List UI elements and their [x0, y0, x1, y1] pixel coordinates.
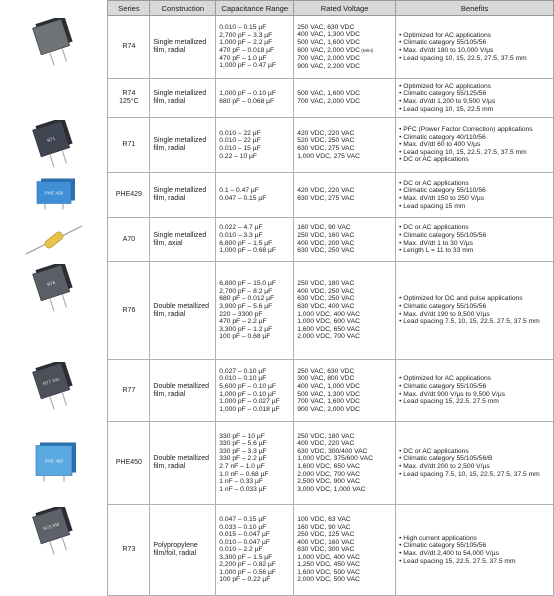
benefit-item: • Climatic category 55/110/56	[399, 187, 550, 195]
table-row	[0, 16, 554, 79]
voltage-rating: 420 VDC, 220 VAC	[297, 187, 355, 195]
capacitance-range: 0.010 – 2.2 µF	[219, 546, 263, 554]
capacitance-range: 0.010 – 0.047 µF	[219, 538, 270, 546]
series-name: R71	[122, 141, 136, 149]
capacitor-image-cell	[0, 262, 108, 360]
benefit-item: • Optimized for AC applications	[399, 375, 550, 383]
series-cell	[108, 422, 150, 505]
voltage-rating: 1,000 VDC, 275 VAC	[297, 152, 360, 160]
capacitance-cell	[216, 173, 294, 218]
construction-cell	[150, 118, 216, 173]
benefit-item: • Climatic category 55/105/56	[399, 383, 550, 391]
voltage-rating: 400 VDC, 160 VAC	[297, 538, 355, 546]
voltage-cell	[294, 218, 396, 262]
series-name: PHE450	[115, 459, 142, 467]
capacitance-range: 2,200 pF – 0.82 µF	[219, 561, 276, 569]
construction-cell	[150, 173, 216, 218]
capacitance-range: 1 nF – 0.33 µF	[219, 478, 263, 486]
benefit-item: • Lead spacing 10, 15, 22.5, 27.5, 37.5 mm	[399, 55, 550, 63]
series-cell	[108, 262, 150, 360]
series-name: R73	[122, 546, 136, 554]
benefit-item: • Max. dV/dt 180 to 10,000 V/µs	[399, 47, 550, 55]
r73-capacitor-icon	[0, 507, 107, 594]
benefits-column-header: Benefits	[396, 1, 554, 16]
benefits-cell	[396, 218, 554, 262]
svg-text:PHE 450: PHE 450	[44, 458, 63, 463]
construction-cell	[150, 422, 216, 505]
voltage-cell	[294, 262, 396, 360]
series-column-header: Series	[108, 1, 150, 16]
benefits-cell	[396, 173, 554, 218]
capacitance-range: 0.010 – 22 µF	[219, 137, 261, 145]
capacitance-range: 1,000 pF – 0.027 µF	[219, 398, 280, 406]
benefit-item: • Optimized for AC applications	[399, 83, 550, 91]
voltage-rating: 2,000 VDC, 700 VAC	[297, 333, 360, 341]
voltage-rating: 250 VDC, 125 VAC	[297, 531, 355, 539]
voltage-rating: 420 VDC, 220 VAC	[297, 129, 355, 137]
benefit-item: • Max. dV/dt 1,200 to 9,500 V/µs	[399, 98, 550, 106]
capacitor-image-cell	[0, 173, 108, 218]
benefit-item: • Lead spacing 15, 22.5, 27.5 mm	[399, 398, 550, 406]
series-cell	[108, 505, 150, 596]
construction-cell	[150, 16, 216, 79]
capacitance-range: 330 pF – 3.3 µF	[219, 447, 267, 455]
capacitance-range: 330 pF – 5.6 µF	[219, 440, 267, 448]
series-name: 125°C	[119, 98, 139, 105]
table-row	[0, 118, 554, 173]
series-cell	[108, 218, 150, 262]
voltage-column-header: Rated Voltage	[294, 1, 396, 16]
capacitance-range: 2.7 nF – 1.0 µF	[219, 463, 265, 470]
construction-text: Single metallized film, radial	[153, 39, 207, 54]
benefit-item: • Max. dV/dt 190 to 9,500 V/µs	[399, 311, 550, 319]
voltage-cell	[294, 360, 396, 422]
capacitor-image-cell	[0, 360, 108, 422]
capacitance-range: 0.033 – 0.10 µF	[219, 523, 267, 531]
benefit-item: • Max. dV/dt 900 V/µs to 9,500 V/µs	[399, 391, 550, 399]
voltage-rating: 400 VDC, 200 VAC	[297, 239, 355, 247]
voltage-rating: 500 VAC, 1,600 VDC	[297, 90, 360, 98]
voltage-rating: 1,600 VDC, 500 VAC	[297, 568, 360, 576]
benefit-item: • DC or AC applications	[399, 180, 550, 188]
capacitance-range: 1,000 pF – 0.68 µF	[219, 247, 276, 255]
capacitance-range: 6,800 pF – 15.0 µF	[219, 280, 276, 288]
benefits-cell	[396, 118, 554, 173]
capacitor-image-cell	[0, 505, 108, 596]
benefit-item: • DC or AC applications	[399, 224, 550, 232]
construction-text: Single metallized film, radial	[153, 90, 207, 105]
voltage-cell	[294, 16, 396, 79]
capacitance-range: 0.1 – 0.47 µF	[219, 187, 259, 195]
capacitance-cell	[216, 16, 294, 79]
capacitance-range: 2,700 pF – 8.2 µF	[219, 287, 273, 295]
capacitance-range: 1,000 pF – 0.56 µF	[219, 568, 276, 576]
voltage-cell	[294, 118, 396, 173]
construction-cell	[150, 360, 216, 422]
series-name: A70	[122, 235, 136, 243]
benefit-item: • Climatic category 55/105/56	[399, 39, 550, 47]
phe450-capacitor-icon	[0, 424, 107, 503]
construction-cell	[150, 505, 216, 596]
series-name: R74	[122, 90, 136, 98]
benefits-cell	[396, 79, 554, 118]
svg-text:R73 KM: R73 KM	[42, 521, 60, 531]
benefit-item: • Max. dV/dt 1 to 30 V/µs	[399, 240, 550, 248]
table-row	[0, 262, 554, 360]
benefits-cell	[396, 505, 554, 596]
voltage-rating: 630 VDC, 275 VAC	[297, 195, 355, 202]
r77-capacitor-icon	[0, 362, 107, 420]
voltage-rating: 400 VDC, 250 VAC	[297, 287, 355, 295]
table-body	[0, 16, 554, 596]
benefit-item: • Lead spacing 10, 15, 22.5 mm	[399, 106, 550, 114]
r76-capacitor-icon	[0, 264, 107, 358]
benefit-item: • Max. dV/dt 150 to 250 V/µs	[399, 195, 550, 203]
construction-text: Single metallized film, radial	[153, 137, 207, 152]
table-row	[0, 79, 554, 118]
voltage-rating: 700 VAC, 1,600 VDC	[297, 398, 360, 406]
benefit-item: • High current applications	[399, 535, 550, 543]
capacitance-range: 680 pF – 0.012 µF	[219, 295, 275, 303]
series-name: R74	[122, 43, 136, 51]
benefit-item: • Climatic category 55/105/56	[399, 542, 550, 550]
svg-text:R77 10u: R77 10u	[42, 375, 60, 386]
r74-capacitor-icon	[0, 18, 107, 77]
voltage-rating: 520 VDC, 250 VAC	[297, 137, 355, 145]
construction-text: Double metallized film, radial	[153, 382, 210, 398]
construction-text: Polypropylene film/foil, radial	[153, 542, 198, 557]
benefit-item: • Climatic category 40/110/56	[399, 134, 550, 142]
capacitance-range: 100 pF – 0.68 µF	[219, 333, 271, 341]
capacitance-range: 3,900 pF – 5.6 µF	[219, 302, 273, 310]
series-name: R76	[122, 306, 136, 314]
voltage-rating: 2,500 VDC, 900 VAC	[297, 478, 360, 486]
capacitor-image-cell	[0, 79, 108, 118]
capacitance-range: 6,800 pF – 1.5 µF	[219, 239, 273, 247]
voltage-rating: 160 VDC, 90 VAC	[297, 224, 351, 232]
capacitance-range: 1,000 pF – 0.47 µF	[219, 62, 276, 70]
capacitance-cell	[216, 218, 294, 262]
benefits-cell	[396, 422, 554, 505]
voltage-rating: 100 VDC, 63 VAC	[297, 516, 351, 524]
voltage-rating: 1,600 VDC, 650 VAC	[297, 325, 360, 333]
benefit-item: • PFC (Power Factor Correction) applications	[399, 126, 550, 134]
voltage-note: (Mini)	[359, 48, 374, 54]
capacitance-range: 0.010 – 22 µF	[219, 129, 261, 137]
capacitance-cell	[216, 118, 294, 173]
benefit-item: • Max. dV/dt 200 to 2,500 V/µs	[399, 463, 550, 471]
benefit-item: • Climatic category 55/105/56/B	[399, 455, 550, 463]
image-column-header	[0, 1, 108, 16]
voltage-rating: 900 VAC, 2,200 VDC	[297, 62, 360, 70]
voltage-rating: 630 VDC, 400 VAC	[297, 302, 355, 310]
series-name: R77	[122, 386, 136, 394]
capacitance-range: 0.010 – 15 µF	[219, 145, 261, 152]
benefits-cell	[396, 262, 554, 360]
voltage-rating: 300 VAC, 800 VDC	[297, 375, 355, 383]
benefits-cell	[396, 360, 554, 422]
voltage-rating: 630 VDC, 300 VAC	[297, 546, 355, 554]
benefit-item: • Max. dV/dt 60 to 400 V/µs	[399, 141, 550, 149]
voltage-rating: 1,000 VDC, 375/600 VAC	[297, 455, 373, 463]
voltage-rating: 1,000 VDC, 400 VAC	[297, 553, 360, 561]
voltage-rating: 700 VAC, 2,000 VDC	[297, 98, 360, 105]
capacitance-range: 0.010 – 0.15 µF	[219, 24, 267, 32]
construction-column-header: Construction	[150, 1, 216, 16]
capacitance-range: 220 – 3300 pF	[219, 310, 263, 318]
voltage-rating: 630 VDC, 300/400 VAC	[297, 447, 368, 455]
capacitance-range: 2,700 pF – 3.3 µF	[219, 31, 273, 39]
voltage-cell	[294, 422, 396, 505]
capacitance-range: 0.015 – 0.047 µF	[219, 531, 270, 539]
voltage-rating: 400 VDC, 220 VAC	[297, 440, 355, 448]
voltage-rating: 600 VAC, 2,000 VDC (Mini)	[297, 46, 374, 54]
svg-text:R71: R71	[46, 135, 56, 143]
benefit-item: • DC or AC applications	[399, 156, 550, 164]
capacitance-range: 680 pF – 0.068 µF	[219, 98, 275, 105]
capacitance-range: 470 pF – 1.0 µF	[219, 54, 267, 62]
r71-capacitor-icon	[0, 120, 107, 171]
series-cell	[108, 118, 150, 173]
benefit-item: • Lead spacing 7.5, 10, 15, 22.5, 27.5, 37.5 mm	[399, 318, 550, 326]
capacitance-range: 330 pF – 2.2 µF	[219, 455, 267, 463]
benefit-item: • Optimized for DC and pulse applications	[399, 295, 550, 303]
capacitance-cell	[216, 505, 294, 596]
voltage-rating: 700 VAC, 2,000 VDC	[297, 55, 360, 63]
capacitance-cell	[216, 360, 294, 422]
voltage-rating: 630 VDC, 275 VAC	[297, 145, 355, 152]
capacitance-range: 1.0 nF – 0.68 µF	[219, 470, 269, 478]
capacitance-range: 3,300 pF – 1.2 µF	[219, 325, 273, 333]
table-row	[0, 360, 554, 422]
capacitance-range: 0.010 – 3.3 µF	[219, 231, 263, 239]
voltage-cell	[294, 79, 396, 118]
benefit-item: • DC or AC applications	[399, 448, 550, 456]
voltage-rating: 3,000 VDC, 1,000 VAC	[297, 485, 366, 493]
voltage-rating: 1,000 VDC, 600 VAC	[297, 318, 360, 326]
phe429-capacitor-icon	[0, 175, 107, 216]
capacitance-range: 1,000 pF – 0.018 µF	[219, 405, 280, 413]
capacitance-range: 5,600 pF – 0.10 µF	[219, 382, 276, 390]
capacitance-range: 330 pF – 10 µF	[219, 432, 265, 440]
voltage-rating: 250 VDC, 180 VAC	[297, 280, 355, 288]
voltage-rating: 2,000 VDC, 700 VAC	[297, 470, 360, 478]
benefit-item: • Climatic category 55/105/56	[399, 232, 550, 240]
capacitor-image-cell	[0, 422, 108, 505]
table-row	[0, 173, 554, 218]
capacitance-cell	[216, 79, 294, 118]
construction-cell	[150, 218, 216, 262]
voltage-rating: 400 VAC, 1,300 VDC	[297, 31, 360, 39]
voltage-rating: 630 VDC, 250 VAC	[297, 295, 355, 303]
construction-text: Single metallized film, radial	[153, 187, 207, 202]
benefit-item: • Climatic category 55/105/56	[399, 303, 550, 311]
series-cell	[108, 16, 150, 79]
table-header-row	[0, 1, 554, 16]
benefit-item: • Lead spacing 15, 22.5, 27.5, 37.5 mm	[399, 558, 550, 566]
capacitance-range: 0.022 – 4.7 µF	[219, 224, 263, 232]
capacitor-image-cell	[0, 218, 108, 262]
voltage-rating: 250 VAC, 630 VDC	[297, 367, 355, 375]
benefit-item: • Climatic category 55/125/56	[399, 90, 550, 98]
voltage-rating: 900 VAC, 2,000 VDC	[297, 405, 360, 413]
voltage-rating: 1,000 VDC, 400 VAC	[297, 310, 360, 318]
capacitance-range: 0.027 – 0.10 µF	[219, 367, 267, 375]
construction-text: Single metallized film, axial	[153, 231, 207, 247]
capacitance-range: 1 nF – 0.033 µF	[219, 485, 267, 493]
benefit-item: • Length L = 11 to 33 mm	[399, 247, 550, 255]
voltage-rating: 500 VAC, 1,600 VDC	[297, 38, 360, 46]
voltage-rating: 1,600 VDC, 650 VAC	[297, 463, 360, 470]
capacitance-range: 470 pF – 2.2 µF	[219, 318, 267, 326]
voltage-rating: 250 VAC, 630 VDC	[297, 23, 355, 31]
capacitance-cell	[216, 422, 294, 505]
capacitance-range: 1,000 pF – 2.2 µF	[219, 39, 273, 47]
construction-text: Double metallized film, radial	[153, 302, 210, 318]
voltage-rating: 630 VDC, 250 VAC	[297, 247, 355, 255]
construction-cell	[150, 79, 216, 118]
capacitance-range: 1,000 pF – 0.10 µF	[219, 90, 276, 98]
voltage-rating: 400 VAC, 1,000 VDC	[297, 382, 360, 390]
table-row	[0, 505, 554, 596]
benefit-item: • Lead spacing 15 mm	[399, 203, 550, 211]
benefit-item: • Max. dV/dt 2,400 to 54,000 V/µs	[399, 550, 550, 558]
svg-text:R76: R76	[46, 279, 56, 287]
benefits-cell	[396, 16, 554, 79]
benefit-item: • Lead spacing 10, 15, 22.5, 27.5, 37.5 mm	[399, 149, 550, 157]
capacitance-range: 0.22 – 10 µF	[219, 152, 257, 160]
voltage-rating: 1,250 VDC, 450 VAC	[297, 561, 360, 569]
table-row	[0, 218, 554, 262]
table-row	[0, 422, 554, 505]
capacitance-cell	[216, 262, 294, 360]
capacitance-range: 0.047 – 0.15 µF	[219, 516, 267, 524]
voltage-rating: 250 VDC, 160 VAC	[297, 231, 355, 239]
series-name: PHE429	[115, 191, 142, 199]
capacitance-range: 1,000 pF – 0.10 µF	[219, 390, 276, 398]
capacitance-range: 100 pF – 0.22 µF	[219, 576, 271, 584]
construction-text: Double metallized film, radial	[153, 455, 210, 470]
voltage-rating: 2,000 VDC, 500 VAC	[297, 576, 360, 584]
capacitance-range: 3,300 pF – 1.5 µF	[219, 553, 273, 561]
voltage-rating: 500 VAC, 1,300 VDC	[297, 390, 360, 398]
capacitance-range: 0.010 – 0.10 µF	[219, 375, 267, 383]
benefit-item: • Optimized for AC applications	[399, 32, 550, 40]
voltage-cell	[294, 505, 396, 596]
benefit-item: • Lead spacing 7.5, 10, 15, 22.5, 27.5, 37.5 mm	[399, 471, 550, 479]
voltage-cell	[294, 173, 396, 218]
capacitor-image-cell	[0, 118, 108, 173]
construction-cell	[150, 262, 216, 360]
capacitance-range: 470 pF – 0.018 µF	[219, 47, 275, 54]
voltage-rating: 250 VDC, 180 VAC	[297, 432, 355, 440]
capacitance-column-header: Capacitance Range	[216, 1, 294, 16]
series-cell	[108, 360, 150, 422]
voltage-rating: 160 VDC, 90 VAC	[297, 523, 351, 531]
capacitance-range: 0.047 – 0.15 µF	[219, 195, 267, 202]
series-cell	[108, 79, 150, 118]
series-cell	[108, 173, 150, 218]
svg-text:PHE 429: PHE 429	[44, 190, 63, 195]
a70-axial-capacitor-icon	[0, 220, 107, 260]
capacitor-image-cell	[0, 16, 108, 79]
